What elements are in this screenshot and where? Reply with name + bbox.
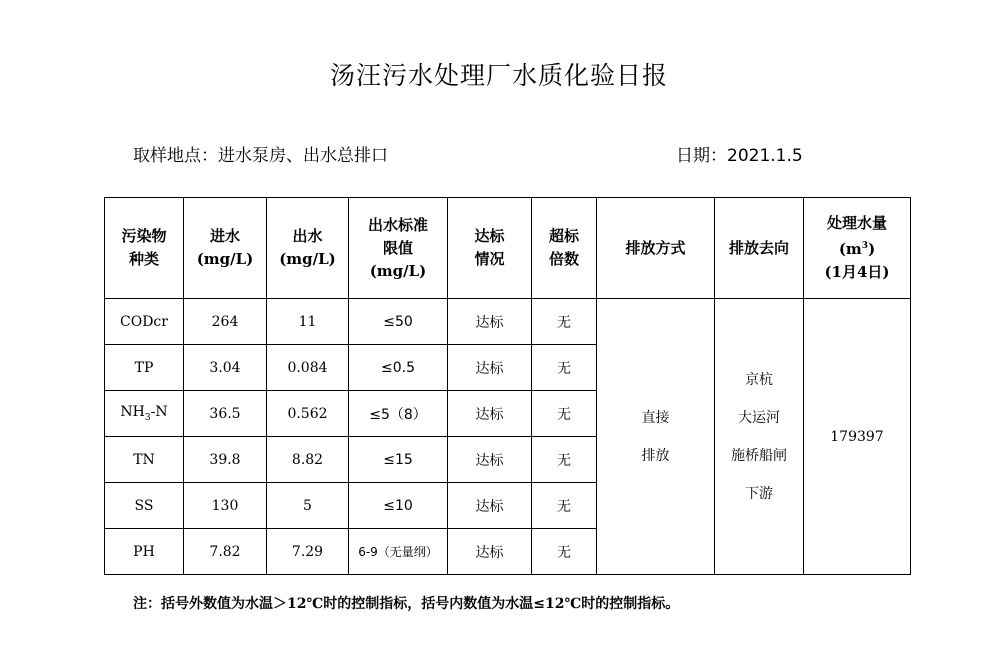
discharge-method-cell: 直接 排放 bbox=[597, 299, 715, 575]
exceed-cell: 无 bbox=[532, 391, 597, 437]
header-inflow: 进水 (mg/L) bbox=[184, 198, 267, 299]
standard-cell: ≤15 bbox=[349, 437, 448, 483]
pollutant-cell: CODcr bbox=[105, 299, 184, 345]
inflow-cell: 264 bbox=[184, 299, 267, 345]
exceed-cell: 无 bbox=[532, 529, 597, 575]
compliance-cell: 达标 bbox=[448, 437, 532, 483]
compliance-cell: 达标 bbox=[448, 345, 532, 391]
inflow-cell: 7.82 bbox=[184, 529, 267, 575]
inflow-cell: 3.04 bbox=[184, 345, 267, 391]
report-title: 汤汪污水处理厂水质化验日报 bbox=[329, 61, 668, 90]
sampling-location: 取样地点：进水泵房、出水总排口 bbox=[133, 146, 388, 166]
pollutant-cell: TP bbox=[105, 345, 184, 391]
compliance-cell: 达标 bbox=[448, 391, 532, 437]
table-row bbox=[105, 299, 911, 345]
inflow-cell: 130 bbox=[184, 483, 267, 529]
exceed-cell: 无 bbox=[532, 299, 597, 345]
exceed-cell: 无 bbox=[532, 483, 597, 529]
standard-cell: 6-9（无量纲） bbox=[349, 529, 448, 575]
report-date: 日期：2021.1.5 bbox=[676, 146, 803, 166]
outflow-cell: 5 bbox=[267, 483, 349, 529]
compliance-cell: 达标 bbox=[448, 529, 532, 575]
outflow-cell: 0.084 bbox=[267, 345, 349, 391]
outflow-cell: 11 bbox=[267, 299, 349, 345]
outflow-cell: 7.29 bbox=[267, 529, 349, 575]
pollutant-cell: PH bbox=[105, 529, 184, 575]
exceed-cell: 无 bbox=[532, 437, 597, 483]
header-outflow: 出水 (mg/L) bbox=[267, 198, 349, 299]
header-pollutant: 污染物 种类 bbox=[105, 198, 184, 299]
header-compliance: 达标 情况 bbox=[448, 198, 532, 299]
standard-cell: ≤50 bbox=[349, 299, 448, 345]
footnote: 注：括号外数值为水温＞12℃时的控制指标，括号内数值为水温≤12℃时的控制指标。 bbox=[133, 596, 680, 612]
compliance-cell: 达标 bbox=[448, 299, 532, 345]
outflow-cell: 0.562 bbox=[267, 391, 349, 437]
inflow-cell: 39.8 bbox=[184, 437, 267, 483]
header-exceed: 超标 倍数 bbox=[532, 198, 597, 299]
pollutant-cell: SS bbox=[105, 483, 184, 529]
header-volume: 处理水量 $(m^3)$ (1月4日) bbox=[804, 198, 911, 299]
pollutant-cell: $NH_3-N$ bbox=[105, 391, 184, 437]
outflow-cell: 8.82 bbox=[267, 437, 349, 483]
inflow-cell: 36.5 bbox=[184, 391, 267, 437]
header-standard: 出水标准 限值 (mg/L) bbox=[349, 198, 448, 299]
standard-cell: ≤0.5 bbox=[349, 345, 448, 391]
treated-volume-cell: 179397 bbox=[804, 299, 911, 575]
table-header-row bbox=[105, 198, 911, 299]
pollutant-cell: TN bbox=[105, 437, 184, 483]
header-destination: 排放去向 bbox=[715, 198, 804, 299]
header-method: 排放方式 bbox=[597, 198, 715, 299]
discharge-destination-cell: 京杭 大运河 施桥船闸 下游 bbox=[715, 299, 804, 575]
exceed-cell: 无 bbox=[532, 345, 597, 391]
compliance-cell: 达标 bbox=[448, 483, 532, 529]
water-quality-table bbox=[104, 197, 911, 575]
standard-cell: ≤10 bbox=[349, 483, 448, 529]
standard-cell: ≤5（8） bbox=[349, 391, 448, 437]
